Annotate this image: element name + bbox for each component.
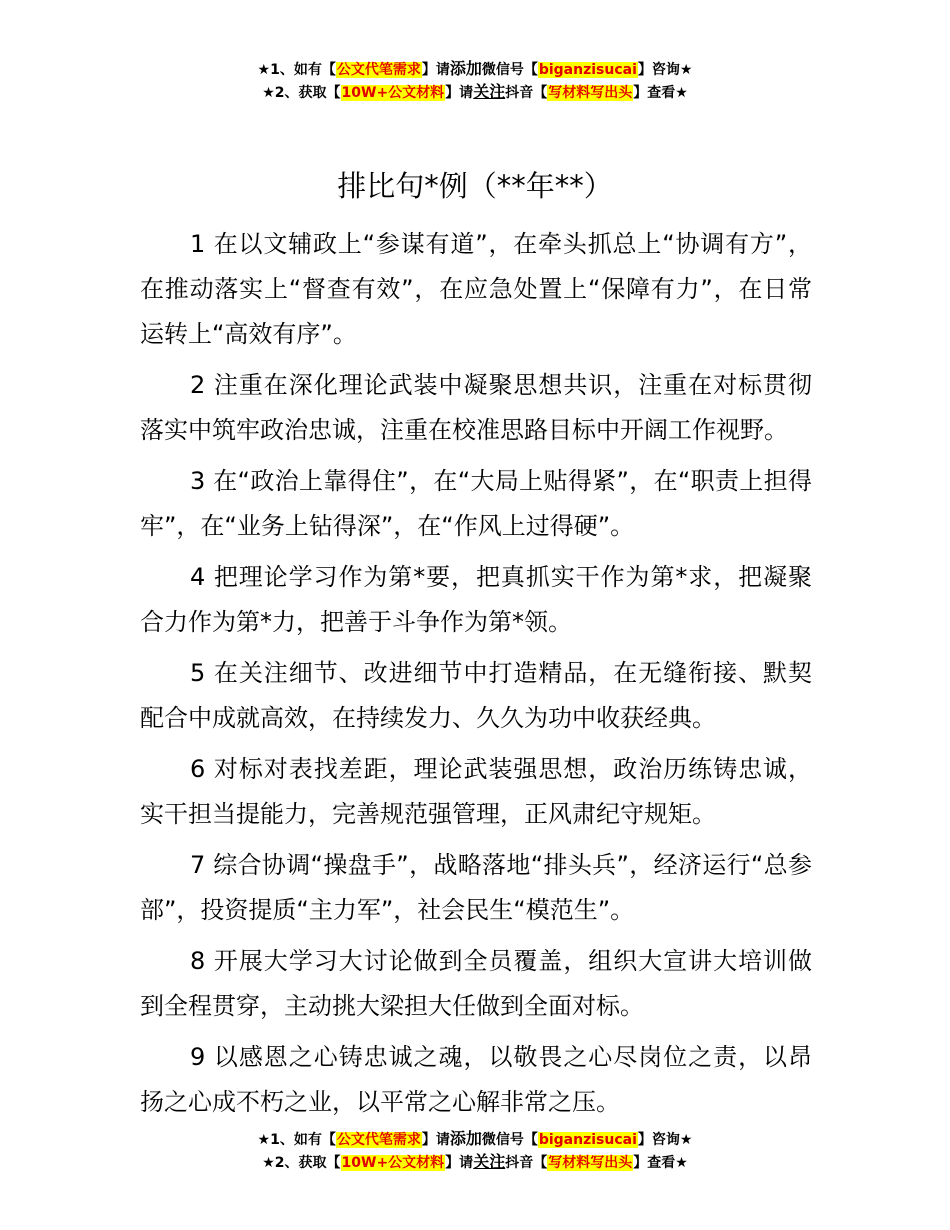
banner-highlight: 公文代笔需求 (336, 62, 421, 78)
banner-line-1 (0, 58, 950, 81)
banner-text: 】请 (445, 1155, 474, 1171)
banner-text: ★1、如有【 (257, 1132, 336, 1148)
banner-text: 微信号【 (481, 62, 538, 78)
paragraph-5: 5 在关注细节、改进细节中打造精品，在无缝衔接、默契配合中成就高效，在持续发力、久久为功中收获经典。 (140, 659, 812, 732)
banner-text: 抖音【 (505, 85, 548, 101)
banner-text: 】查看★ (633, 1155, 688, 1171)
paragraph-7: 7 综合协调“操盘手”，战略落地“排头兵”，经济运行“总参部”，投资提质“主力军”，社会民生“模范生”。 (140, 851, 812, 924)
banner-highlight: 写材料写出头 (548, 1155, 633, 1171)
banner-text: ★2、获取【 (262, 1155, 341, 1171)
page-title: 排比句*例（**年**） (337, 169, 613, 203)
paragraph-4: 4 把理论学习作为第*要，把真抓实干作为第*求，把凝聚合力作为第*力，把善于斗争作为第*领。 (140, 563, 812, 636)
banner-emphasis: 关注 (473, 82, 506, 101)
paragraph-1: 1 在以文辅政上“参谋有道”，在牵头抓总上“协调有方”，在推动落实上“督查有效”，在应急处置上“保障有力”，在日常运转上“高效有序”。 (140, 230, 812, 348)
banner-text: 】咨询★ (637, 62, 693, 78)
banner-highlight: 10W+公文材料 (341, 1155, 445, 1171)
banner-emphasis: 添加 (449, 1129, 482, 1148)
paragraph-8: 8 开展大学习大讨论做到全员覆盖，组织大宣讲大培训做到全程贯穿，主动挑大梁担大任做到全面对标。 (140, 947, 812, 1020)
banner-text: 】请 (421, 1132, 450, 1148)
banner-highlight: 公文代笔需求 (336, 1132, 421, 1148)
banner-highlight: biganzisucai (538, 1132, 637, 1148)
banner-highlight: biganzisucai (538, 62, 637, 78)
footer-banner (0, 1128, 950, 1174)
document-body (140, 222, 812, 1131)
paragraph-3: 3 在“政治上靠得住”，在“大局上贴得紧”，在“职责上担得牢”，在“业务上钻得深”，在“作风上过得硬”。 (140, 467, 812, 540)
banner-text: 】请 (421, 62, 450, 78)
banner-text: ★1、如有【 (257, 62, 336, 78)
banner-text: ★2、获取【 (262, 85, 341, 101)
footer-line-1 (0, 1128, 950, 1151)
banner-text: 】咨询★ (637, 1132, 693, 1148)
banner-text: 】查看★ (633, 85, 688, 101)
banner-line-2 (0, 81, 950, 104)
banner-text: 微信号【 (481, 1132, 538, 1148)
banner-highlight: 10W+公文材料 (341, 85, 445, 101)
paragraph-9: 9 以感恩之心铸忠诚之魂，以敬畏之心尽岗位之责，以昂扬之心成不朽之业，以平常之心解非常之压。 (140, 1043, 812, 1116)
banner-text: 】请 (445, 85, 474, 101)
paragraph-6: 6 对标对表找差距，理论武装强思想，政治历练铸忠诚，实干担当提能力，完善规范强管理，正风肃纪守规矩。 (140, 755, 812, 828)
paragraph-2: 2 注重在深化理论武装中凝聚思想共识，注重在对标贯彻落实中筑牢政治忠诚，注重在校准思路目标中开阔工作视野。 (140, 371, 812, 444)
banner-emphasis: 添加 (449, 59, 482, 78)
banner-emphasis: 关注 (473, 1152, 506, 1171)
banner-highlight: 写材料写出头 (548, 85, 633, 101)
banner-text: 抖音【 (505, 1155, 548, 1171)
footer-line-2 (0, 1151, 950, 1174)
header-banner (0, 58, 950, 104)
